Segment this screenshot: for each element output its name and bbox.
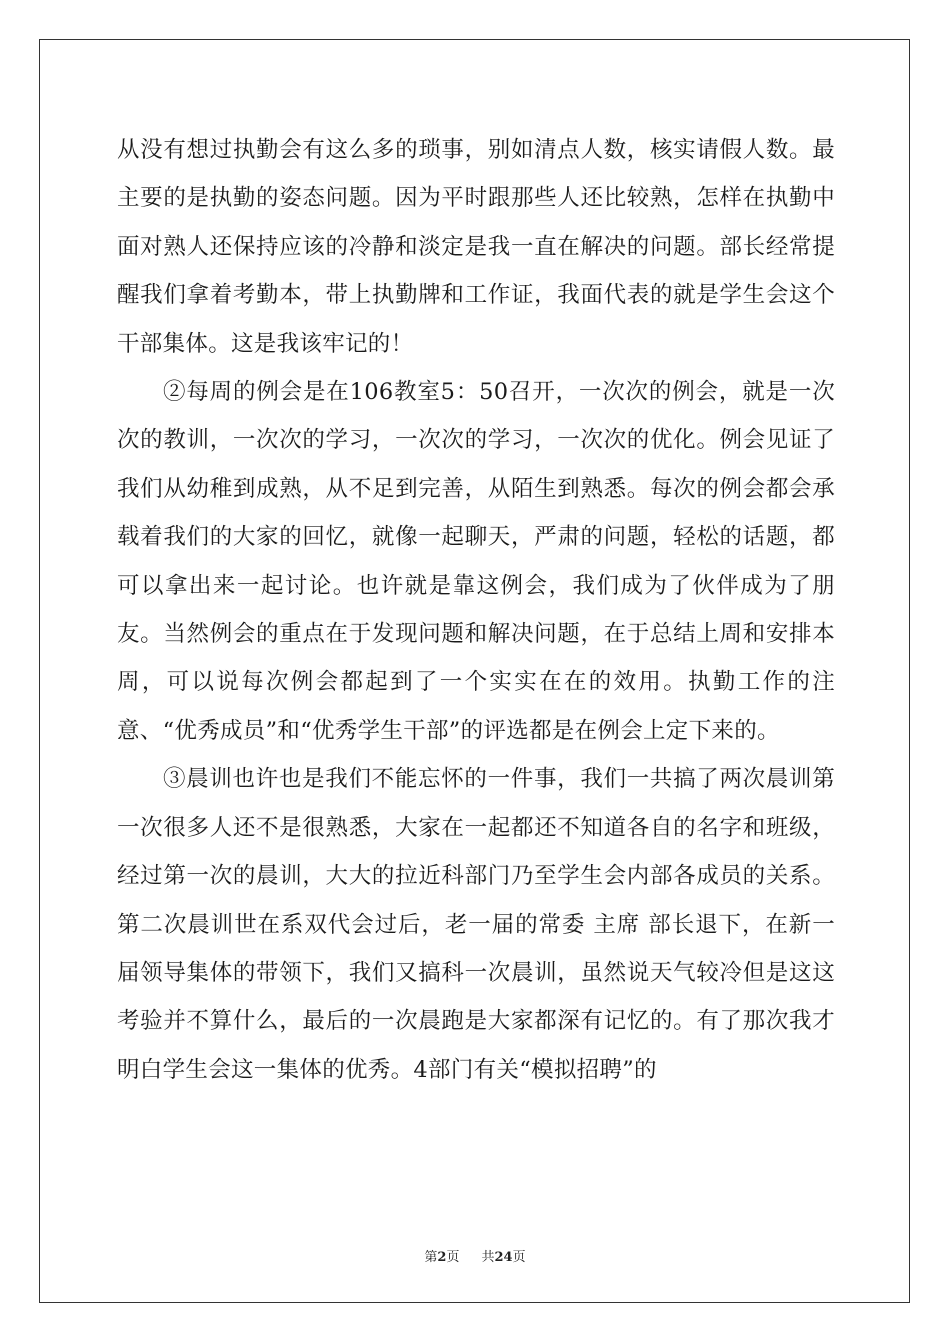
page-footer bbox=[0, 1246, 950, 1265]
paragraph-3: ③晨训也许也是我们不能忘怀的一件事，我们一共搞了两次晨训第一次很多人还不是很熟悉，大家在一起都还不知道各自的名字和班级，经过第一次的晨训，大大的拉近科部门乃至学生会内部各成员的关系。第二次晨训世在系双代会过后，老一届的常委 主席 部长退下，在新一届领导集体的带领下，我们又搞科一次晨训，虽然说天气较冷但是这这考验并不算什么，最后的一次晨跑是大家都深有记忆的。有了那次我才明白学生会这一集体的优秀。4部门有关“模拟招聘”的 bbox=[117, 766, 835, 1083]
total-prefix: 共 bbox=[481, 1250, 495, 1265]
total-pages: 24 bbox=[494, 1250, 513, 1265]
page-number: 2 bbox=[437, 1250, 447, 1265]
page-suffix: 页 bbox=[446, 1250, 460, 1265]
paragraph-1: 从没有想过执勤会有这么多的琐事，别如清点人数，核实请假人数。最主要的是执勤的姿态问题。因为平时跟那些人还比较熟，怎样在执勤中面对熟人还保持应该的冷静和淡定是我一直在解决的问题。部长经常提醒我们拿着考勤本，带上执勤牌和工作证，我面代表的就是学生会这个干部集体。这是我该牢记的！ bbox=[117, 137, 835, 357]
page-prefix: 第 bbox=[424, 1250, 438, 1265]
total-suffix: 页 bbox=[512, 1250, 526, 1265]
document-body bbox=[117, 126, 835, 1094]
paragraph-2: ②每周的例会是在106教室5：50召开，一次次的例会，就是一次次的教训，一次次的学习，一次次的学习，一次次的优化。例会见证了我们从幼稚到成熟，从不足到完善，从陌生到熟悉。每次的例会都会承载着我们的大家的回忆，就像一起聊天，严肃的问题，轻松的话题，都可以拿出来一起讨论。也许就是靠这例会，我们成为了伙伴成为了朋友。当然例会的重点在于发现问题和解决问题，在于总结上周和安排本周，可以说每次例会都起到了一个实实在在的效用。执勤工作的注意、“优秀成员”和“优秀学生干部”的评选都是在例会上定下来的。 bbox=[117, 379, 835, 744]
